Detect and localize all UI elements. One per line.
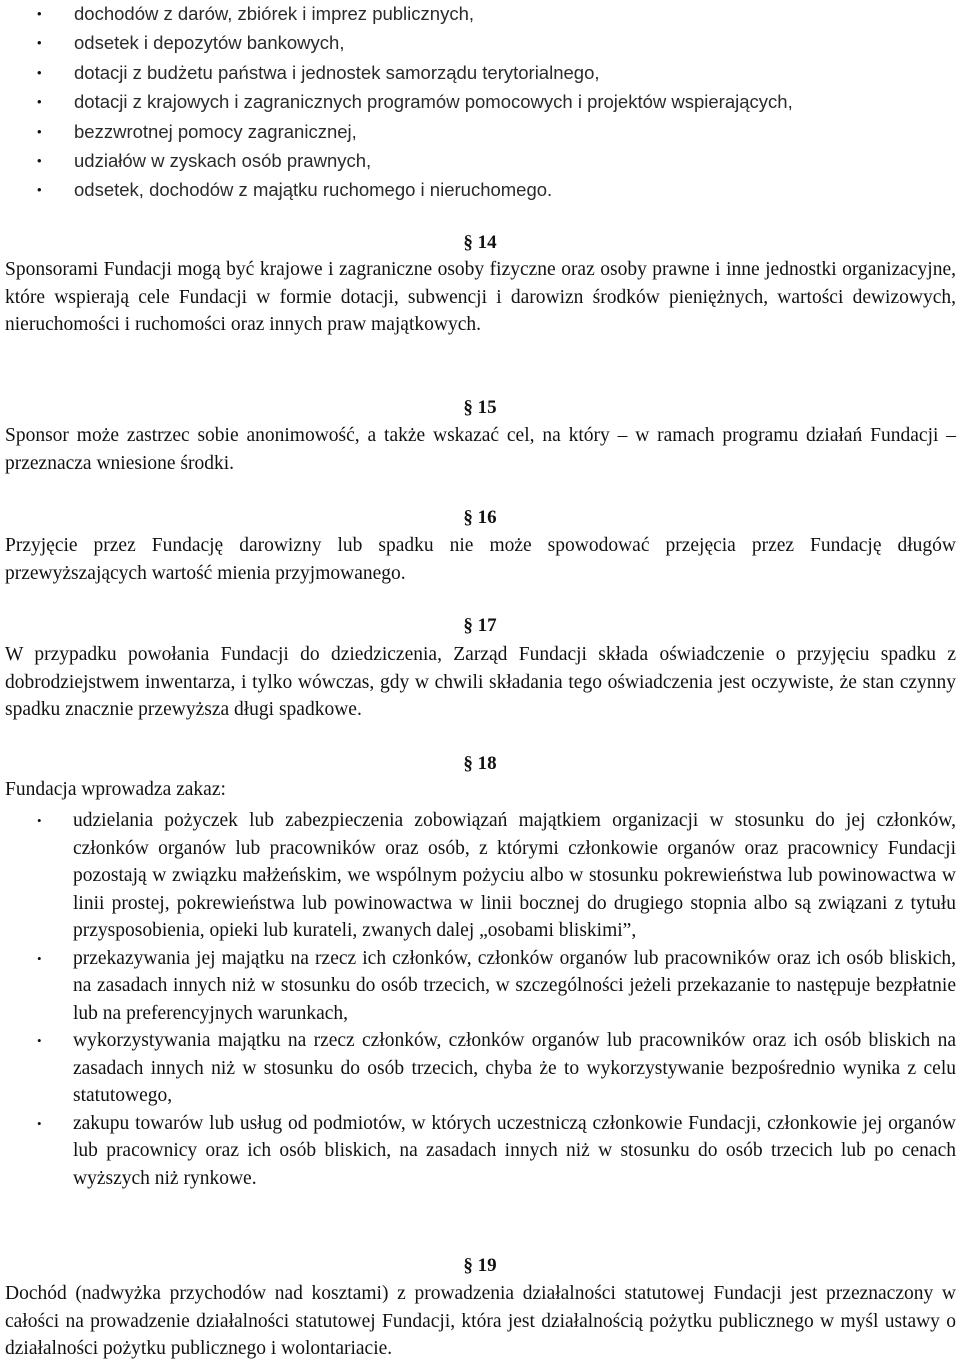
list-item: • zakupu towarów lub usług od podmiotów, w których uczestniczą członkowie Fundacji, członkowie jej organów lub pracownicy oraz ich osób bliskich, na zasadach innych niż w stosunku do osób trzecich lub po cenach wyższych niż rynkowe. xyxy=(0,1110,960,1193)
section-16-text xyxy=(5,532,956,587)
bullet-icon: • xyxy=(37,950,42,966)
section-17-text xyxy=(5,641,956,724)
list-item: • odsetek, dochodów z majątku ruchomego i nieruchomego. xyxy=(0,176,960,205)
list-item: • dotacji z krajowych i zagranicznych programów pomocowych i projektów wspierających, xyxy=(0,88,960,117)
prohibitions-list xyxy=(0,807,960,1192)
bullet-icon: • xyxy=(37,6,42,21)
bullet-icon: • xyxy=(37,813,42,828)
section-15-text xyxy=(5,422,956,477)
bullet-icon: • xyxy=(37,94,42,110)
list-item: • bezzwrotnej pomocy zagranicznej, xyxy=(0,118,960,147)
list-item: • odsetek i depozytów bankowych, xyxy=(0,29,960,58)
bullet-icon: • xyxy=(37,182,42,198)
bullet-icon: • xyxy=(37,123,42,139)
list-item: • udziałów w zyskach osób prawnych, xyxy=(0,147,960,176)
bullet-icon: • xyxy=(37,35,42,51)
paragraph: Dochód (nadwyżka przychodów nad kosztami) z prowadzenia działalności statutowej Fundacji jest przeznaczony w całości na prowadzenie działalności statutowej Fundacji, która jest działalnością pożytku publicznego w myśl ustawy o działalności pożytku publicznego i wolontariacie. xyxy=(5,1283,956,1359)
section-14-text xyxy=(5,256,956,339)
income-sources-list xyxy=(0,0,960,206)
list-item: • wykorzystywania majątku na rzecz członków, członków organów lub pracowników oraz ich osób bliskich na zasadach innych niż w stosunku do osób trzecich, chyba że to wykorzystywanie bezpośrednio wynika z celu statutowego, xyxy=(0,1027,960,1110)
list-item: • udzielania pożyczek lub zabezpieczenia zobowiązań majątkiem organizacji w stosunku do jej członków, członków organów lub pracowników oraz osób, z którymi członkowie organów oraz pracownicy Fundacji pozostają w związku małżeńskim, we wspólnym pożyciu albo w stosunku pokrewieństwa lub powinowactwa w linii prostej, pokrewieństwa lub powinowactwa w linii bocznej do drugiego stopnia albo są związani z tytułu przysposobienia, opieki lub kurateli, zwanych dalej „osobami bliskimi”, xyxy=(0,807,960,945)
section-19-heading: § 19 xyxy=(463,1255,497,1276)
paragraph: Sponsor może zastrzec sobie anonimowość, a także wskazać cel, na który – w ramach programu działań Fundacji – przeznacza wniesione środki. xyxy=(5,425,956,474)
section-18-intro xyxy=(5,776,956,804)
section-16-heading: § 16 xyxy=(463,507,497,528)
bullet-icon: • xyxy=(37,64,42,80)
list-item: • dochodów z darów, zbiórek i imprez publicznych, xyxy=(0,0,960,29)
section-18-heading: § 18 xyxy=(463,753,497,774)
bullet-icon: • xyxy=(37,1115,42,1131)
list-item: • przekazywania jej majątku na rzecz ich członków, członków organów lub pracowników oraz ich osób bliskich, na zasadach innych niż w stosunku do osób trzecich, w szczególności jeżeli przekazanie to następuje bezpłatnie lub na preferencyjnych warunkach, xyxy=(0,945,960,1028)
paragraph: Przyjęcie przez Fundację darowizny lub spadku nie może spowodować przejęcia przez Fundację długów przewyższających wartość mienia przyjmowanego. xyxy=(5,535,956,584)
bullet-icon: • xyxy=(37,1033,42,1048)
paragraph: Sponsorami Fundacji mogą być krajowe i zagraniczne osoby fizyczne oraz osoby prawne i inne jednostki organizacyjne, które wspierają cele Fundacji w formie dotacji, subwencji i darowizn środków pieniężnych, wartości dewizowych, nieruchomości i ruchomości oraz innych praw majątkowych. xyxy=(5,259,956,335)
paragraph: Fundacja wprowadza zakaz: xyxy=(5,779,226,800)
section-15-heading: § 15 xyxy=(463,397,497,418)
list-item: • dotacji z budżetu państwa i jednostek samorządu terytorialnego, xyxy=(0,59,960,88)
paragraph: W przypadku powołania Fundacji do dziedziczenia, Zarząd Fundacji składa oświadczenie o przyjęciu spadku z dobrodziejstwem inwentarza, i tylko wówczas, gdy w chwili składania tego oświadczenia jest oczywiste, że stan czynny spadku znacznie przewyższa długi spadkowe. xyxy=(5,644,956,720)
bullet-icon: • xyxy=(37,152,42,168)
section-19-text xyxy=(5,1280,956,1363)
section-14-heading: § 14 xyxy=(463,232,497,253)
section-17-heading: § 17 xyxy=(463,615,497,636)
